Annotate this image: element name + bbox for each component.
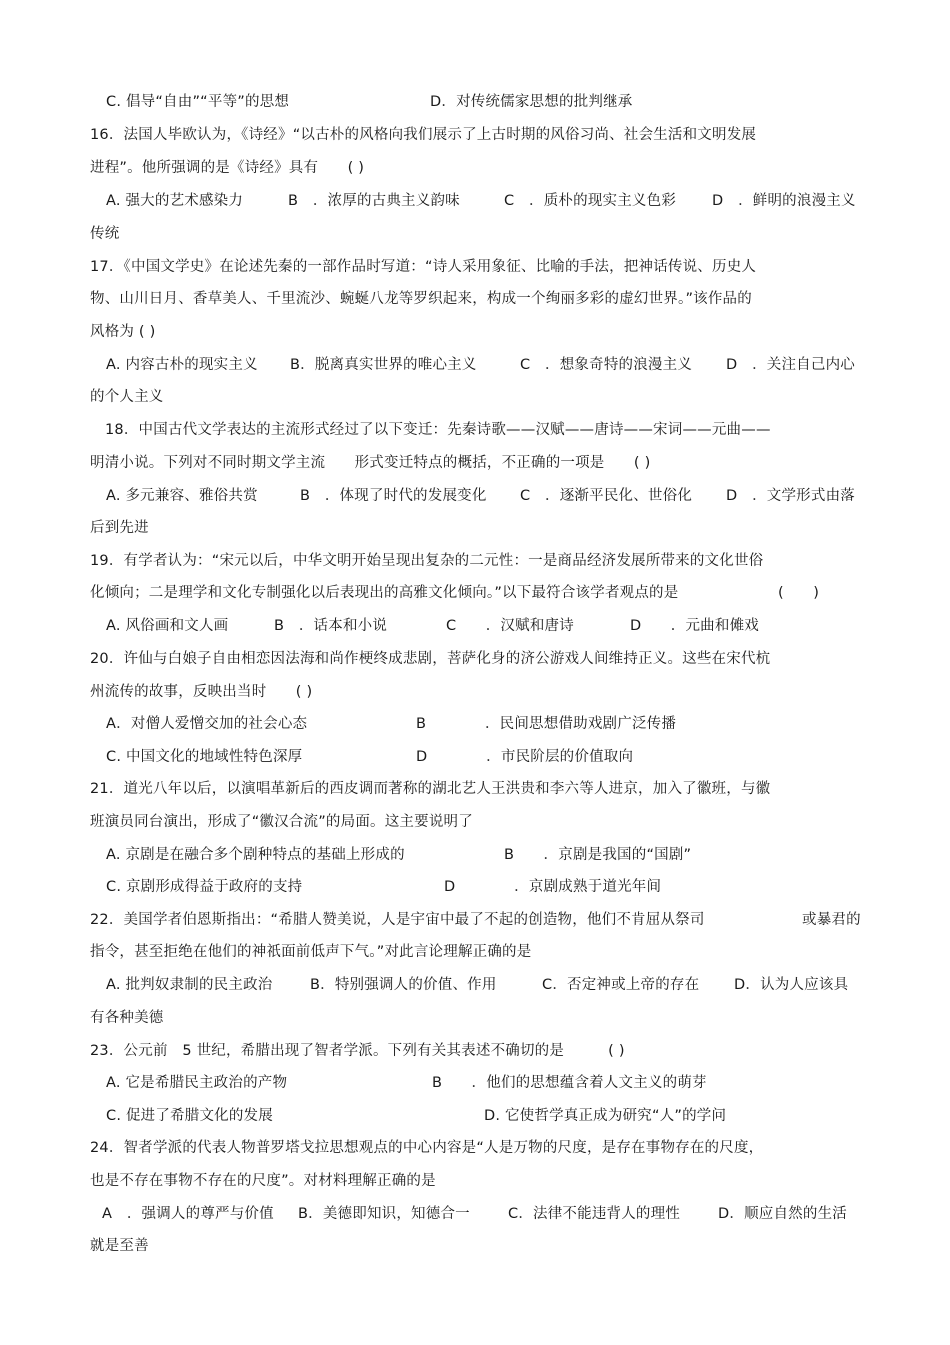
q22-stem-line-2: 指令，甚至拒绝在他们的神祇面前低声下气。”对此言论理解正确的是 bbox=[90, 944, 532, 960]
q18-stem-line-1: 18．中国古代文学表达的主流形式经过了以下变迁：先秦诗歌——汉赋——唐诗——宋词——元曲—— bbox=[105, 422, 771, 438]
q18-option-d: D ．文学形式由落 bbox=[726, 488, 855, 504]
q19-option-d: D ．元曲和傩戏 bbox=[630, 618, 759, 634]
q19-stem-text: 化倾向；二是理学和文化专制强化以后表现出的高雅文化倾向。”以下最符合该学者观点的是 bbox=[90, 585, 679, 601]
q18-option-b: B ．体现了时代的发展变化 bbox=[300, 488, 487, 504]
q23-option-a: A. 它是希腊民主政治的产物 bbox=[106, 1075, 288, 1091]
q15-option-c: C. 倡导“自由”“平等”的思想 bbox=[106, 94, 290, 110]
q19-answer-paren: ( ) bbox=[778, 585, 820, 601]
q16-option-b: B ．浓厚的古典主义韵味 bbox=[288, 193, 460, 209]
q17-stem-line-1: 17．《中国文学史》在论述先秦的一部作品时写道：“诗人采用象征、比喻的手法，把神话传说、历史人 bbox=[90, 259, 757, 275]
q22-option-a: A. 批判奴隶制的民主政治 bbox=[106, 977, 273, 993]
q16-stem-line-1: 16．法国人毕欧认为，《诗经》“以古朴的风格向我们展示了上古时期的风俗习尚、社会生活和文明发展 bbox=[90, 127, 757, 143]
q16-stem-line-2: 进程”。他所强调的是《诗经》具有 ( ) bbox=[90, 160, 365, 176]
q22-stem-text-b: 或暴君的 bbox=[802, 912, 861, 928]
q21-stem-line-2: 班演员同台演出，形成了“徽汉合流”的局面。这主要说明了 bbox=[90, 814, 473, 830]
q17-stem-line-3: 风格为 ( ) bbox=[90, 324, 156, 340]
q16-option-d-wrap: 传统 bbox=[90, 226, 120, 242]
q23-option-c: C. 促进了希腊文化的发展 bbox=[106, 1108, 273, 1124]
q24-option-d-wrap: 就是至善 bbox=[90, 1238, 149, 1254]
q19-option-a: A. 风俗画和文人画 bbox=[106, 618, 229, 634]
q23-stem-line-1: 23．公元前 5 世纪，希腊出现了智者学派。下列有关其表述不确切的是 ( ) bbox=[90, 1043, 625, 1059]
q19-stem-line-2 bbox=[90, 581, 820, 605]
q24-option-a: A ．强调人的尊严与价值 bbox=[102, 1206, 274, 1222]
q17-stem-line-2: 物、山川日月、香草美人、千里流沙、蜿蜒八龙等罗织起来，构成一个绚丽多彩的虚幻世界。”该作品的 bbox=[90, 291, 752, 307]
q21-stem-line-1: 21．道光八年以后，以演唱革新后的西皮调而著称的湖北艺人王洪贵和李六等人进京，加入了徽班，与徽 bbox=[90, 781, 771, 797]
q20-option-a: A．对僧人爱憎交加的社会心态 bbox=[106, 716, 308, 732]
q22-option-d: D．认为人应该具 bbox=[734, 977, 849, 993]
q18-option-d-wrap: 后到先进 bbox=[90, 520, 149, 536]
q24-option-b: B．美德即知识，知德合一 bbox=[298, 1206, 470, 1222]
q20-option-c: C. 中国文化的地域性特色深厚 bbox=[106, 749, 303, 765]
q20-option-d: D ．市民阶层的价值取向 bbox=[416, 749, 634, 765]
q22-option-d-wrap: 有各种美德 bbox=[90, 1010, 164, 1026]
q21-option-b: B ．京剧是我国的“国剧” bbox=[504, 847, 692, 863]
q24-option-c: C．法律不能违背人的理性 bbox=[508, 1206, 681, 1222]
q23-option-b: B ．他们的思想蕴含着人文主义的萌芽 bbox=[432, 1075, 707, 1091]
q21-option-c: C. 京剧形成得益于政府的支持 bbox=[106, 879, 303, 895]
q24-stem-line-2: 也是不存在事物不存在的尺度”。对材料理解正确的是 bbox=[90, 1173, 436, 1189]
q20-stem-line-1: 20．许仙与白娘子自由相恋因法海和尚作梗终成悲剧，菩萨化身的济公游戏人间维持正义。这些在宋代杭 bbox=[90, 651, 771, 667]
q22-option-c: C．否定神或上帝的存在 bbox=[542, 977, 700, 993]
q17-option-d: D ．关注自己内心 bbox=[726, 357, 855, 373]
q17-option-b: B．脱离真实世界的唯心主义 bbox=[290, 357, 477, 373]
q20-stem-line-2: 州流传的故事，反映出当时 ( ) bbox=[90, 684, 313, 700]
q18-option-c: C ．逐渐平民化、世俗化 bbox=[520, 488, 693, 504]
q16-option-a: A. 强大的艺术感染力 bbox=[106, 193, 244, 209]
q16-option-d: D ．鲜明的浪漫主义 bbox=[712, 193, 856, 209]
q21-option-d: D ．京剧成熟于道光年间 bbox=[444, 879, 662, 895]
q22-stem-text-a: 22．美国学者伯恩斯指出：“希腊人赞美说，人是宇宙中最了不起的创造物，他们不肯屈从祭司 bbox=[90, 912, 705, 928]
q17-option-c: C ．想象奇特的浪漫主义 bbox=[520, 357, 693, 373]
q23-option-d: D. 它使哲学真正成为研究“人”的学问 bbox=[484, 1108, 727, 1124]
q18-option-a: A. 多元兼容、雅俗共赏 bbox=[106, 488, 258, 504]
q15-option-d: D．对传统儒家思想的批判继承 bbox=[430, 94, 633, 110]
q16-option-c: C ．质朴的现实主义色彩 bbox=[504, 193, 677, 209]
q19-option-b: B ．话本和小说 bbox=[274, 618, 388, 634]
q20-option-b: B ．民间思想借助戏剧广泛传播 bbox=[416, 716, 677, 732]
q19-stem-line-1: 19．有学者认为：“宋元以后，中华文明开始呈现出复杂的二元性：一是商品经济发展所带来的文化世俗 bbox=[90, 553, 764, 569]
q22-stem-line-1 bbox=[90, 908, 861, 932]
q17-option-d-wrap: 的个人主义 bbox=[90, 389, 164, 405]
q17-option-a: A. 内容古朴的现实主义 bbox=[106, 357, 258, 373]
q21-option-a: A. 京剧是在融合多个剧种特点的基础上形成的 bbox=[106, 847, 405, 863]
q24-stem-line-1: 24．智者学派的代表人物普罗塔戈拉思想观点的中心内容是“人是万物的尺度，是存在事物存在的尺度， bbox=[90, 1140, 764, 1156]
q24-option-d: D．顺应自然的生活 bbox=[718, 1206, 847, 1222]
q22-option-b: B．特别强调人的价值、作用 bbox=[310, 977, 497, 993]
q18-stem-line-2: 明清小说。下列对不同时期文学主流 形式变迁特点的概括，不正确的一项是 ( ) bbox=[90, 455, 651, 471]
q19-option-c: C ．汉赋和唐诗 bbox=[446, 618, 574, 634]
